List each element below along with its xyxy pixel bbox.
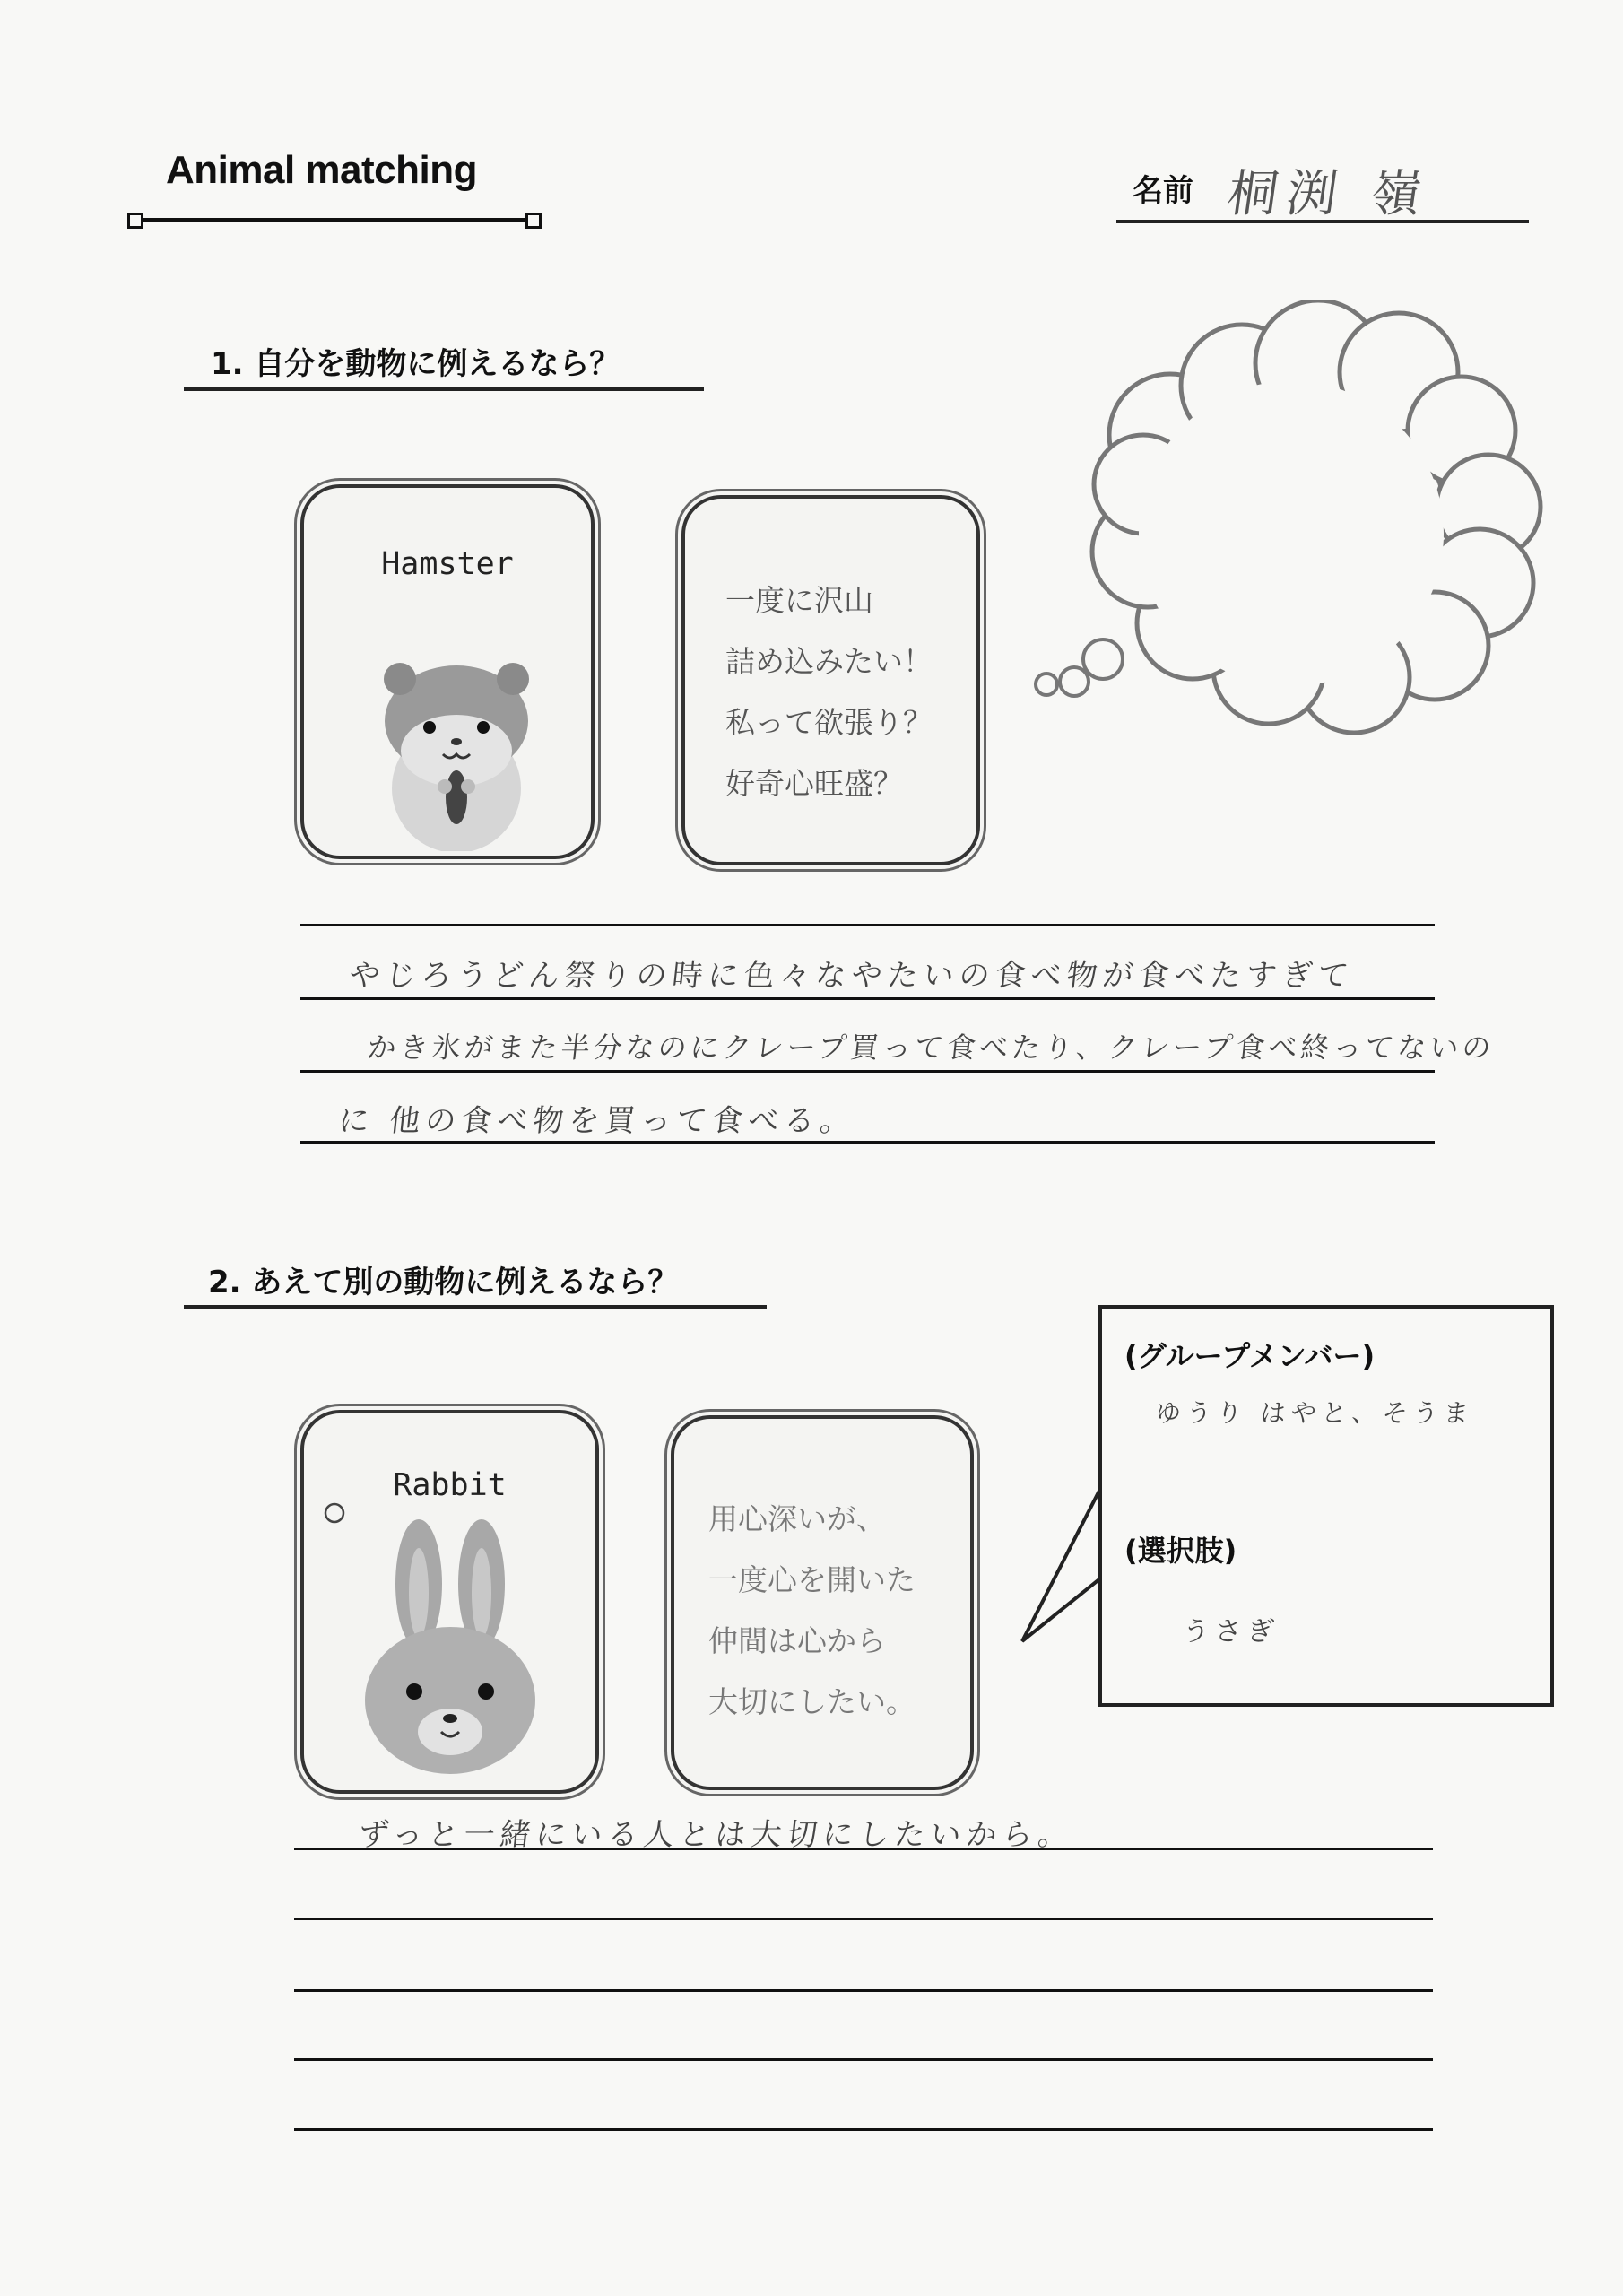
choice-label: (選択肢) — [1124, 1534, 1237, 1568]
group-members-value: ゆうり はやと、そうま — [1154, 1398, 1476, 1428]
hamster-description-line-1: 一度に沢山 — [725, 583, 873, 618]
answer-rule — [294, 1918, 1433, 1920]
hamster-card — [300, 484, 595, 859]
speech-tail — [1018, 1480, 1107, 1659]
hamster-icon — [380, 654, 533, 851]
hamster-description-line-3: 私って欲張り？ — [725, 705, 933, 740]
rabbit-description-line-3: 仲間は心から — [708, 1623, 886, 1658]
answer-rule — [294, 2128, 1433, 2131]
title-underline — [133, 218, 536, 222]
question-2-heading: 2. あえて別の動物に例えるなら？ — [208, 1265, 679, 1300]
answer-rule — [294, 1848, 1433, 1850]
answer-rule — [300, 924, 1435, 926]
question-1-underline — [184, 387, 704, 391]
choice-value: うさぎ — [1180, 1616, 1281, 1648]
thought-cloud-icon — [1013, 300, 1551, 740]
group-member-box — [1098, 1305, 1554, 1707]
circle-mark-icon — [320, 1499, 349, 1527]
answer-rule — [300, 1141, 1435, 1144]
rabbit-description-line-2: 一度心を開いた — [708, 1562, 916, 1597]
name-label: 名前 — [1133, 173, 1193, 209]
rabbit-icon — [356, 1517, 544, 1786]
rabbit-card — [300, 1410, 599, 1794]
hamster-description-line-2: 詰め込みたい！ — [725, 644, 933, 679]
name-underline — [1116, 220, 1529, 223]
title-rule-end-right — [525, 213, 542, 229]
title-rule-end-left — [127, 213, 143, 229]
hamster-description-line-4: 好奇心旺盛？ — [725, 766, 903, 801]
group-members-label: (グループメンバー) — [1124, 1339, 1376, 1373]
question-1-answer-line-1: やじろうどん祭りの時に色々なやたいの食べ物が食べたすぎて — [347, 958, 1356, 994]
rabbit-description-line-4: 大切にしたい。 — [708, 1684, 916, 1719]
rabbit-description-line-1: 用心深いが、 — [708, 1501, 886, 1536]
name-handwritten: 桐渕 嶺 — [1223, 165, 1435, 223]
answer-rule — [294, 2058, 1433, 2061]
answer-rule — [300, 997, 1435, 1000]
hamster-card-label: Hamster — [381, 546, 514, 582]
worksheet-title: Animal matching — [166, 148, 477, 192]
rabbit-description-card — [671, 1415, 974, 1790]
question-2-underline — [184, 1305, 767, 1309]
question-1-heading: 1. 自分を動物に例えるなら？ — [211, 346, 621, 382]
question-1-answer-line-2: かき氷がまた半分なのにクレープ買って食べたり、クレープ食べ終ってないの — [365, 1031, 1497, 1065]
answer-rule — [300, 1070, 1435, 1073]
answer-rule — [294, 1989, 1433, 1992]
question-2-answer-line-1: ずっと一緒にいる人とは大切にしたいから。 — [356, 1817, 1076, 1853]
rabbit-card-label: Rabbit — [393, 1467, 507, 1503]
question-1-answer-line-3: に 他の食べ物を買って食べる。 — [336, 1103, 858, 1139]
hamster-description-card — [681, 495, 980, 865]
